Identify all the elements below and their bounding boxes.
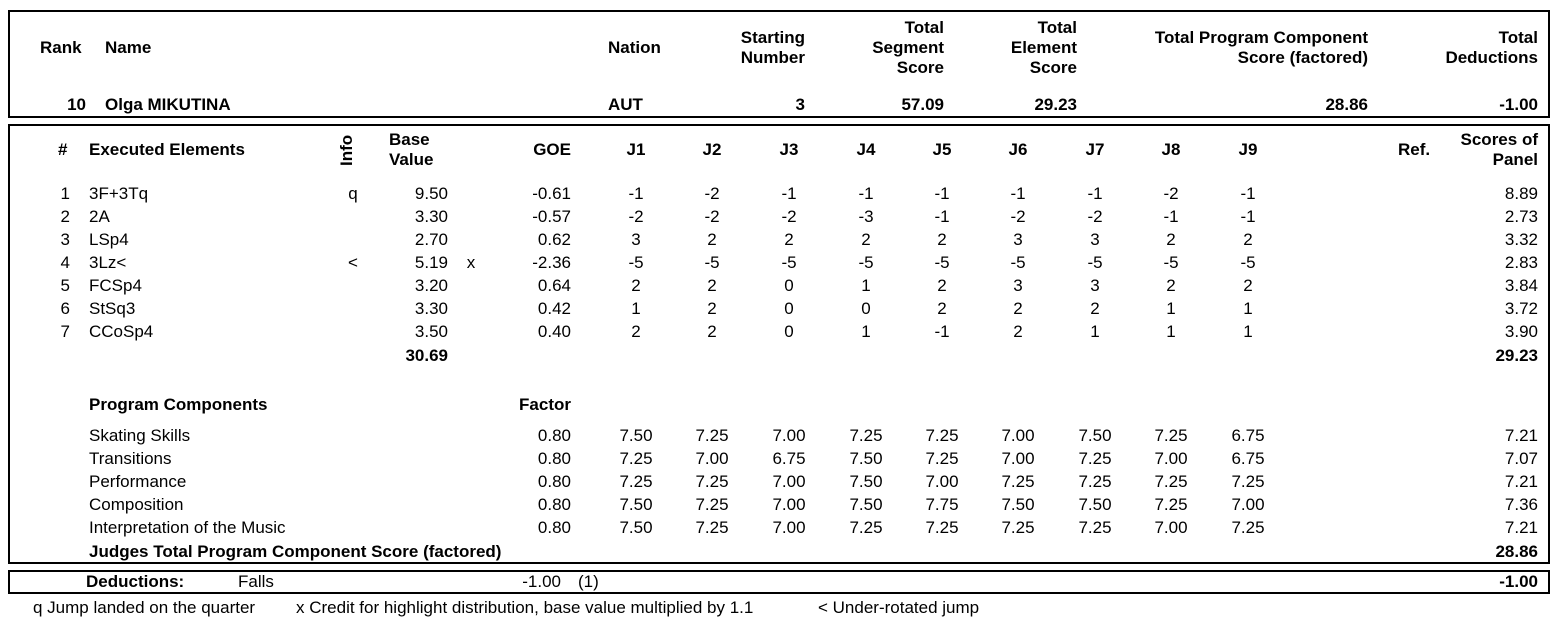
- component-judge-score: 7.25: [1231, 518, 1265, 537]
- base-value-header-1: Base: [389, 130, 430, 149]
- element-judge-score: 3: [1013, 276, 1023, 295]
- element-judge-score: 1: [861, 322, 871, 341]
- component-judge-score: 6.75: [1231, 449, 1265, 468]
- element-judge-score: -1: [934, 322, 950, 341]
- program-components-header: Program Components: [89, 395, 268, 414]
- element-judge-score: -1: [934, 207, 950, 226]
- element-judge-score: 2: [937, 230, 947, 249]
- segment-score-header-1: Total: [904, 18, 944, 37]
- element-judge-score: 0: [861, 299, 871, 318]
- element-base-value: 3.30: [414, 299, 448, 318]
- judge-header-3: J3: [779, 140, 799, 159]
- element-judge-score: 2: [1013, 299, 1023, 318]
- element-name: 2A: [89, 207, 110, 226]
- component-panel-score: 7.21: [1504, 472, 1538, 491]
- factor-header: Factor: [519, 395, 571, 414]
- element-info: <: [348, 253, 358, 272]
- element-judge-score: 0: [784, 276, 794, 295]
- judges-total-pcs-value: 28.86: [1495, 542, 1538, 561]
- element-judge-score: 2: [707, 299, 717, 318]
- base-value-total: 30.69: [405, 346, 448, 365]
- element-goe: 0.42: [537, 299, 571, 318]
- element-goe: -2.36: [532, 253, 571, 272]
- element-judge-score: 0: [784, 322, 794, 341]
- judge-header-6: J6: [1008, 140, 1028, 159]
- component-panel-score: 7.36: [1504, 495, 1538, 514]
- starting-number-header-1: Starting: [740, 28, 805, 47]
- base-value-header-2: Value: [389, 150, 434, 169]
- element-judge-score: -1: [781, 184, 797, 203]
- element-judge-score: -5: [1163, 253, 1179, 272]
- component-judge-score: 7.00: [695, 449, 729, 468]
- nation-header: Nation: [608, 38, 661, 57]
- element-judge-score: 2: [1013, 322, 1023, 341]
- skater-nation: AUT: [608, 95, 643, 114]
- judge-header-5: J5: [932, 140, 952, 159]
- component-judge-score: 7.00: [1001, 426, 1035, 445]
- element-judge-score: 1: [631, 299, 641, 318]
- component-judge-score: 6.75: [772, 449, 806, 468]
- executed-elements-header: Executed Elements: [89, 140, 245, 159]
- component-panel-score: 7.21: [1504, 518, 1538, 537]
- starting-number-header-2: Number: [740, 48, 805, 67]
- element-judge-score: -2: [781, 207, 797, 226]
- element-judge-score: 2: [631, 276, 641, 295]
- component-judge-score: 7.00: [1154, 518, 1188, 537]
- element-panel-score: 3.90: [1504, 322, 1538, 341]
- element-judge-score: 3: [1090, 230, 1100, 249]
- element-judge-score: 2: [707, 230, 717, 249]
- component-judge-score: 7.00: [772, 426, 806, 445]
- element-judge-score: -2: [704, 184, 720, 203]
- pcs-header-1: Total Program Component: [1154, 28, 1368, 47]
- component-judge-score: 7.00: [772, 518, 806, 537]
- component-judge-score: 7.25: [695, 518, 729, 537]
- element-judge-score: 2: [707, 322, 717, 341]
- component-judge-score: 7.50: [619, 426, 653, 445]
- element-judge-score: -5: [1010, 253, 1026, 272]
- element-judge-score: 1: [1166, 299, 1176, 318]
- element-name: 3Lz<: [89, 253, 127, 272]
- goe-header: GOE: [533, 140, 571, 159]
- deduction-value: -1.00: [522, 572, 561, 591]
- component-name: Skating Skills: [89, 426, 191, 445]
- component-judge-score: 7.25: [849, 426, 883, 445]
- element-judge-score: 2: [784, 230, 794, 249]
- component-factor: 0.80: [537, 449, 571, 468]
- element-name: LSp4: [89, 230, 129, 249]
- element-judge-score: 1: [1090, 322, 1100, 341]
- element-judge-score: 1: [1166, 322, 1176, 341]
- element-judge-score: 2: [937, 299, 947, 318]
- component-factor: 0.80: [537, 426, 571, 445]
- element-number: 4: [60, 253, 70, 272]
- component-judge-score: 7.25: [1231, 472, 1265, 491]
- component-judge-score: 7.50: [1078, 495, 1112, 514]
- component-name: Composition: [89, 495, 184, 514]
- element-judge-score: -1: [1240, 184, 1256, 203]
- element-judge-score: -2: [1087, 207, 1103, 226]
- component-name: Transitions: [89, 449, 172, 468]
- component-judge-score: 7.25: [619, 449, 653, 468]
- element-goe: 0.64: [537, 276, 571, 295]
- element-judge-score: 1: [1243, 299, 1253, 318]
- element-name: StSq3: [89, 299, 136, 318]
- component-judge-score: 7.25: [1078, 518, 1112, 537]
- deduction-count: (1): [578, 572, 599, 591]
- element-judge-score: 2: [861, 230, 871, 249]
- judges-total-pcs-label: Judges Total Program Component Score (factored): [89, 542, 502, 561]
- component-judge-score: 6.75: [1231, 426, 1265, 445]
- judge-header-7: J7: [1085, 140, 1105, 159]
- element-judge-score: -2: [704, 207, 720, 226]
- element-base-value: 3.20: [414, 276, 448, 295]
- element-panel-score: 3.72: [1504, 299, 1538, 318]
- ref-header: Ref.: [1398, 140, 1431, 159]
- deductions-header-2: Deductions: [1445, 48, 1538, 67]
- deduction-type: Falls: [238, 572, 274, 591]
- component-judge-score: 7.25: [1001, 518, 1035, 537]
- component-judge-score: 7.25: [695, 495, 729, 514]
- element-judge-score: 2: [1166, 230, 1176, 249]
- element-judge-score: 2: [1090, 299, 1100, 318]
- component-judge-score: 7.25: [695, 472, 729, 491]
- component-judge-score: 7.75: [925, 495, 959, 514]
- element-panel-score: 2.83: [1504, 253, 1538, 272]
- component-judge-score: 7.50: [619, 518, 653, 537]
- skater-segment-score: 57.09: [901, 95, 944, 114]
- info-header: Info: [337, 134, 356, 166]
- element-judge-score: 2: [1166, 276, 1176, 295]
- element-judge-score: -5: [628, 253, 644, 272]
- component-judge-score: 7.00: [925, 472, 959, 491]
- element-judge-score: -2: [1010, 207, 1026, 226]
- element-judge-score: 3: [1090, 276, 1100, 295]
- element-judge-score: -5: [1087, 253, 1103, 272]
- element-panel-score: 3.84: [1504, 276, 1538, 295]
- component-judge-score: 7.25: [619, 472, 653, 491]
- element-base-value: 5.19: [414, 253, 448, 272]
- component-judge-score: 7.25: [925, 426, 959, 445]
- element-base-value: 3.50: [414, 322, 448, 341]
- footnote-q: q Jump landed on the quarter: [33, 598, 256, 617]
- element-goe: 0.40: [537, 322, 571, 341]
- element-judge-score: 0: [784, 299, 794, 318]
- element-judge-score: 2: [707, 276, 717, 295]
- scores-of-panel-header-1: Scores of: [1460, 130, 1538, 149]
- element-judge-score: -5: [704, 253, 720, 272]
- element-judge-score: 2: [1243, 230, 1253, 249]
- elements-panel-total: 29.23: [1495, 346, 1538, 365]
- element-panel-score: 2.73: [1504, 207, 1538, 226]
- judge-header-4: J4: [856, 140, 876, 159]
- element-judge-score: 1: [861, 276, 871, 295]
- footnote-x: x Credit for highlight distribution, base value multiplied by 1.1: [296, 598, 754, 617]
- element-judge-score: -3: [858, 207, 874, 226]
- element-goe: 0.62: [537, 230, 571, 249]
- element-judge-score: 2: [1243, 276, 1253, 295]
- element-score-header-2: Element: [1010, 38, 1077, 57]
- component-judge-score: 7.25: [695, 426, 729, 445]
- component-factor: 0.80: [537, 472, 571, 491]
- element-base-value: 3.30: [414, 207, 448, 226]
- skater-rank: 10: [67, 95, 86, 114]
- element-panel-score: 8.89: [1504, 184, 1538, 203]
- element-judge-score: -5: [1240, 253, 1256, 272]
- element-judge-score: -1: [1010, 184, 1026, 203]
- element-number: 5: [60, 276, 70, 295]
- element-judge-score: -5: [858, 253, 874, 272]
- element-judge-score: -2: [1163, 184, 1179, 203]
- footnote-under-rotated: < Under-rotated jump: [818, 598, 980, 617]
- judge-header-9: J9: [1238, 140, 1258, 159]
- component-judge-score: 7.25: [1078, 449, 1112, 468]
- component-judge-score: 7.50: [1001, 495, 1035, 514]
- judge-header-8: J8: [1161, 140, 1181, 159]
- scores-of-panel-header-2: Panel: [1492, 150, 1538, 169]
- element-goe: -0.61: [532, 184, 571, 203]
- element-judge-score: -2: [628, 207, 644, 226]
- component-judge-score: 7.25: [1154, 426, 1188, 445]
- component-judge-score: 7.50: [1078, 426, 1112, 445]
- component-judge-score: 7.25: [925, 518, 959, 537]
- component-factor: 0.80: [537, 495, 571, 514]
- element-score-header-1: Total: [1037, 18, 1077, 37]
- component-judge-score: 7.00: [1154, 449, 1188, 468]
- judge-header-1: J1: [626, 140, 646, 159]
- component-judge-score: 7.00: [1231, 495, 1265, 514]
- component-panel-score: 7.07: [1504, 449, 1538, 468]
- col-number-header: #: [58, 140, 68, 159]
- element-judge-score: -5: [934, 253, 950, 272]
- element-name: 3F+3Tq: [89, 184, 149, 203]
- component-judge-score: 7.25: [849, 518, 883, 537]
- element-bonus-mark: x: [466, 253, 476, 272]
- segment-score-header-3: Score: [896, 58, 944, 77]
- element-base-value: 9.50: [414, 184, 448, 203]
- element-judge-score: -1: [628, 184, 644, 203]
- pcs-header-2: Score (factored): [1237, 48, 1368, 67]
- component-judge-score: 7.00: [772, 472, 806, 491]
- component-name: Performance: [89, 472, 187, 491]
- component-judge-score: 7.25: [1154, 495, 1188, 514]
- judge-header-2: J2: [702, 140, 722, 159]
- skater-name: Olga MIKUTINA: [105, 95, 231, 114]
- element-number: 3: [60, 230, 70, 249]
- deductions-total: -1.00: [1499, 572, 1538, 591]
- element-judge-score: 3: [1013, 230, 1023, 249]
- element-number: 2: [60, 207, 70, 226]
- component-judge-score: 7.25: [1154, 472, 1188, 491]
- component-judge-score: 7.50: [849, 449, 883, 468]
- rank-header: Rank: [40, 38, 82, 57]
- name-header: Name: [105, 38, 152, 57]
- element-judge-score: 2: [631, 322, 641, 341]
- element-judge-score: -1: [1240, 207, 1256, 226]
- element-name: CCoSp4: [89, 322, 154, 341]
- element-number: 7: [60, 322, 70, 341]
- element-number: 6: [60, 299, 70, 318]
- component-judge-score: 7.50: [619, 495, 653, 514]
- element-judge-score: 2: [937, 276, 947, 295]
- component-judge-score: 7.00: [1001, 449, 1035, 468]
- skater-starting-number: 3: [795, 95, 805, 114]
- element-judge-score: -1: [1087, 184, 1103, 203]
- component-judge-score: 7.50: [849, 495, 883, 514]
- skater-deductions: -1.00: [1499, 95, 1538, 114]
- deductions-label: Deductions:: [86, 572, 185, 591]
- element-info: q: [348, 184, 358, 203]
- deductions-header-1: Total: [1498, 28, 1538, 47]
- component-judge-score: 7.25: [925, 449, 959, 468]
- element-panel-score: 3.32: [1504, 230, 1538, 249]
- component-factor: 0.80: [537, 518, 571, 537]
- element-goe: -0.57: [532, 207, 571, 226]
- element-base-value: 2.70: [414, 230, 448, 249]
- component-panel-score: 7.21: [1504, 426, 1538, 445]
- skater-element-score: 29.23: [1034, 95, 1077, 114]
- component-judge-score: 7.25: [1078, 472, 1112, 491]
- element-judge-score: -5: [781, 253, 797, 272]
- element-name: FCSp4: [89, 276, 142, 295]
- component-judge-score: 7.50: [849, 472, 883, 491]
- element-judge-score: -1: [934, 184, 950, 203]
- element-judge-score: -1: [858, 184, 874, 203]
- component-name: Interpretation of the Music: [89, 518, 286, 537]
- element-judge-score: 1: [1243, 322, 1253, 341]
- component-judge-score: 7.25: [1001, 472, 1035, 491]
- component-judge-score: 7.00: [772, 495, 806, 514]
- element-judge-score: -1: [1163, 207, 1179, 226]
- element-number: 1: [60, 184, 70, 203]
- element-judge-score: 3: [631, 230, 641, 249]
- element-score-header-3: Score: [1029, 58, 1077, 77]
- segment-score-header-2: Segment: [872, 38, 944, 57]
- skater-pcs: 28.86: [1325, 95, 1368, 114]
